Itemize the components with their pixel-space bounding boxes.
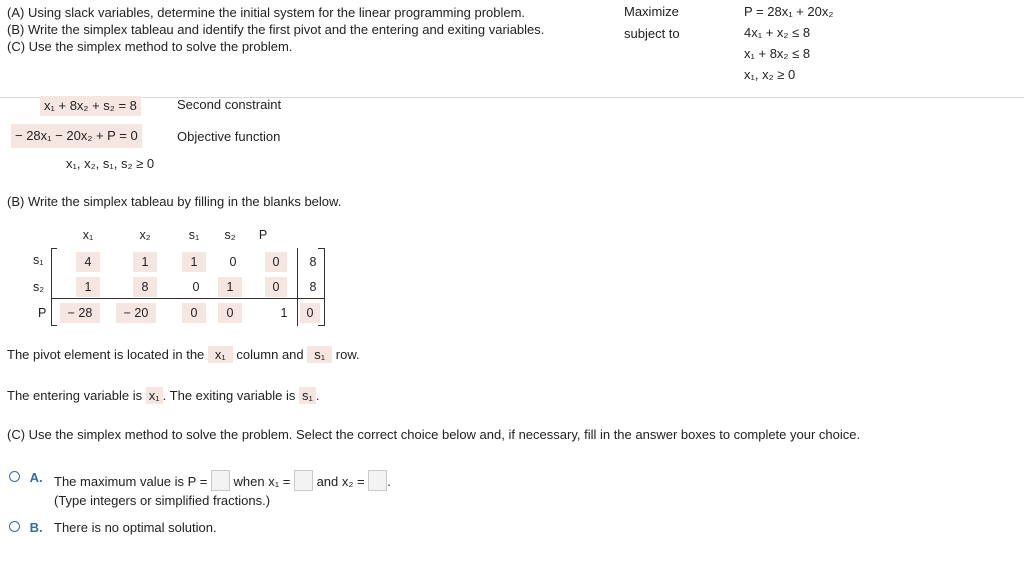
right-bracket-top [318,248,324,249]
second-constraint-equation: x₁ + 8x₂ + s₂ = 8 [40,96,141,116]
option-b-radio[interactable] [9,521,20,532]
constraint-1: 4x₁ + x₂ ≤ 8 [744,25,811,40]
maximize-label: Maximize [624,4,679,19]
tableau-cell[interactable]: 1 [218,277,242,297]
tableau-instruction: (B) Write the simplex tableau by filling in the blanks below. [7,194,342,209]
exiting-variable-answer[interactable]: s₁ [299,387,316,404]
problem-line-b: (B) Write the simplex tableau and identify the first pivot and the entering and exiting variables. [7,22,545,37]
pivot-row-answer[interactable]: s₁ [307,346,332,363]
tableau-cell[interactable]: 0 [182,303,206,323]
entering-middle: . The exiting variable is [162,388,296,403]
tableau-cell[interactable]: 0 [218,303,242,323]
left-bracket [51,248,52,326]
tableau-cell[interactable]: 1 [76,277,100,297]
tableau-cell: 8 [309,280,317,294]
tableau-cell[interactable]: − 20 [116,303,156,323]
left-bracket-top [51,248,57,249]
objective-function-label: Objective function [177,129,281,144]
tableau-cell: 0 [229,255,237,269]
col-label-s2: s₂ [224,228,236,242]
pivot-prefix: The pivot element is located in the [7,347,205,362]
left-bracket-bottom [51,325,57,326]
option-a-hint: (Type integers or simplified fractions.) [54,493,271,508]
option-a-text-3: and x₂ = [316,474,365,489]
col-label-x1: x₁ [82,228,94,242]
option-b-letter: B. [29,520,43,535]
second-constraint-label: Second constraint [177,97,282,112]
pivot-suffix: row. [335,347,360,362]
option-b-text: There is no optimal solution. [54,520,217,535]
option-b[interactable] [9,520,43,535]
subject-to-label: subject to [624,26,680,41]
x2-value-input[interactable] [368,470,387,491]
option-a-letter: A. [29,470,43,485]
tableau-cell[interactable]: 1 [133,252,157,272]
option-a-end: . [387,474,391,489]
slack-nonnegativity: x₁, x₂, s₁, s₂ ≥ 0 [66,156,155,171]
pivot-sentence [7,346,360,363]
pivot-column-answer[interactable]: x₁ [208,346,233,363]
part-c-instruction: (C) Use the simplex method to solve the problem. Select the correct choice below and, if necessary, fill in the answer boxes to complete your choice. [7,427,861,442]
tableau-cell[interactable]: 0 [300,303,320,323]
nonnegativity: x₁, x₂ ≥ 0 [744,67,796,82]
rhs-separator [297,248,298,326]
tableau-cell[interactable]: 0 [265,252,287,272]
option-a[interactable] [9,470,43,485]
tableau-cell: 0 [192,280,200,294]
tableau-cell: 1 [280,306,288,320]
col-label-p: P [258,228,268,242]
col-label-x2: x₂ [139,228,151,242]
problem-line-c: (C) Use the simplex method to solve the problem. [7,39,293,54]
option-a-text-2: when x₁ = [233,474,291,489]
objective-equation: − 28x₁ − 20x₂ + P = 0 [11,124,142,148]
entering-variable-answer[interactable]: x₁ [146,387,163,404]
entering-suffix: . [315,388,320,403]
tableau-cell[interactable]: 1 [182,252,206,272]
tableau-cell[interactable]: − 28 [60,303,100,323]
tableau-cell: 8 [309,255,317,269]
constraint-2: x₁ + 8x₂ ≤ 8 [744,46,811,61]
tableau-cell[interactable]: 8 [133,277,157,297]
row-label-s2: s₂ [33,280,45,294]
row-label-s1: s₁ [33,253,44,267]
entering-sentence [7,388,320,403]
option-a-text-1: The maximum value is P = [54,474,208,489]
objective-function: P = 28x₁ + 20x₂ [744,4,834,19]
tableau-cell[interactable]: 0 [265,277,287,297]
entering-prefix: The entering variable is [7,388,143,403]
pivot-middle: column and [236,347,304,362]
right-bracket-bottom [318,325,324,326]
problem-line-a: (A) Using slack variables, determine the initial system for the linear programming problem. [7,5,526,20]
x1-value-input[interactable] [294,470,313,491]
col-label-s1: s₁ [188,228,200,242]
p-value-input[interactable] [211,470,230,491]
row-label-p: P [38,306,47,320]
right-bracket [324,248,325,326]
tableau-cell[interactable]: 4 [76,252,100,272]
objective-row-separator [51,298,324,299]
header-divider [0,97,1024,98]
option-a-radio[interactable] [9,471,20,482]
option-a-text [54,470,391,491]
